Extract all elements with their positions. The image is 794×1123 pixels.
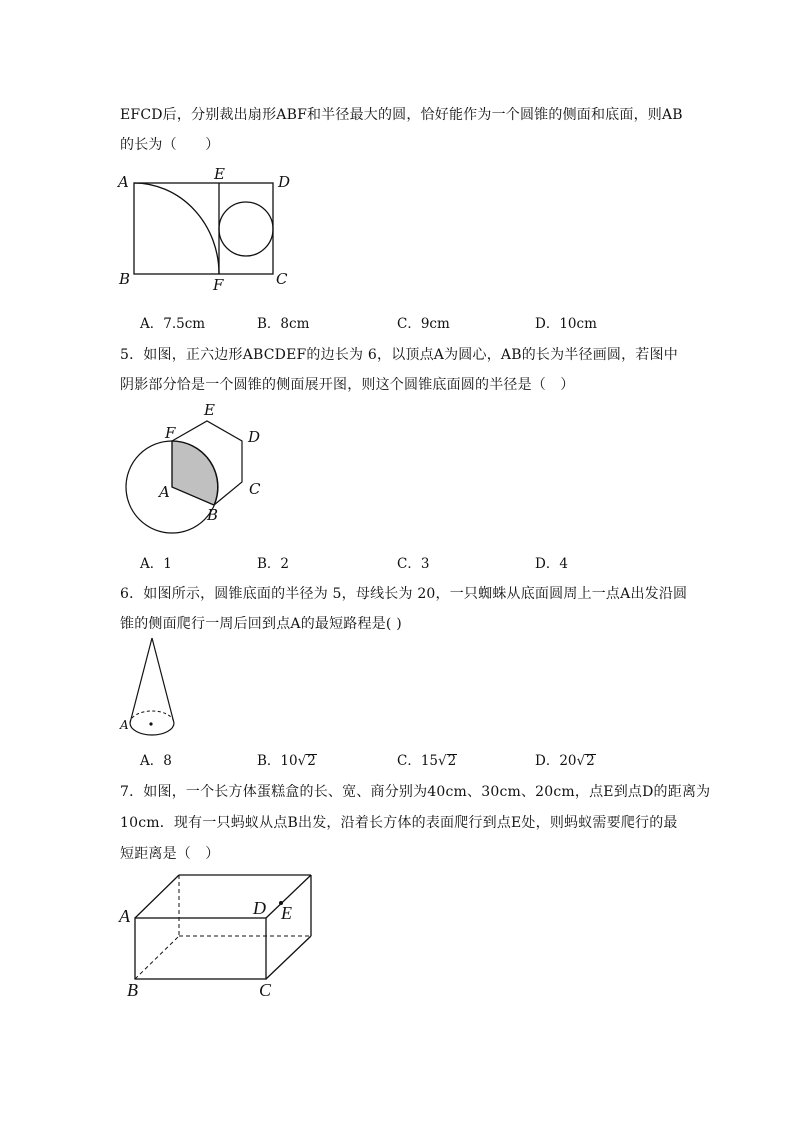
q4-text-line1: EFCD后，分别裁出扇形ABF和半径最大的圆，恰好能作为一个圆锥的侧面和底面，则AB xyxy=(120,107,683,123)
option-radicand: 2 xyxy=(586,753,595,769)
option-radicand: 2 xyxy=(307,753,316,769)
base-center-point xyxy=(149,722,152,725)
edge-top-left xyxy=(135,875,179,918)
q7-text-line2: 10cm．现有一只蚂蚁从点B出发，沿着长方体的表面爬行到点E处，则蚂蚁需要爬行的最 xyxy=(120,815,678,831)
q6-text-line2: 锥的侧面爬行一周后回到点A的最短路程是( ) xyxy=(120,616,402,632)
q5-text-line2: 阴影部分恰是一个圆锥的侧面展开图，则这个圆锥底面圆的半径是（ ） xyxy=(120,377,575,393)
option-radicand: 2 xyxy=(447,753,457,769)
q4-option-a[interactable]: A．7.5cm xyxy=(140,316,206,332)
q6-option-d[interactable] xyxy=(535,749,596,769)
q6-option-a[interactable] xyxy=(140,749,172,769)
q5-text-line1: 5．如图，正六边形ABCDEF的边长为 6，以顶点A为圆心，AB的长为半径画圆，若图中 xyxy=(120,347,678,363)
sector-arc-abf xyxy=(134,183,219,274)
label-a: A xyxy=(120,718,129,732)
option-letter: D． xyxy=(535,753,560,769)
q5-option-a[interactable]: A．1 xyxy=(140,556,172,572)
label-a: A xyxy=(159,483,170,501)
q5-figure xyxy=(118,400,278,540)
hidden-edge-bottom-left xyxy=(135,936,179,979)
option-letter: C． xyxy=(397,753,421,769)
q4-text-line2: 的长为（ ） xyxy=(120,137,220,153)
label-e: E xyxy=(281,903,292,923)
front-face xyxy=(135,918,266,979)
sqrt-icon: √ xyxy=(438,753,447,769)
q6-figure xyxy=(118,634,198,744)
q6-text-line1: 6．如图所示，圆锥底面的半径为 5，母线长为 20，一只蜘蛛从底面圆周上一点A出发沿圆 xyxy=(120,586,688,602)
option-value: 8 xyxy=(163,753,172,769)
shaded-sector xyxy=(172,441,218,505)
rectangle-abcd xyxy=(134,183,273,274)
q4-option-c[interactable]: C．9cm xyxy=(397,316,450,332)
label-a: A xyxy=(119,906,130,926)
q6-option-c[interactable] xyxy=(397,749,457,769)
edge-bottom-right xyxy=(266,936,311,979)
label-b: B xyxy=(127,980,138,1000)
label-c: C xyxy=(276,270,288,288)
label-e: E xyxy=(214,165,225,183)
label-e: E xyxy=(204,401,215,419)
q4-figure xyxy=(118,165,318,298)
label-c: C xyxy=(249,480,261,498)
label-f: F xyxy=(165,424,176,442)
label-f: F xyxy=(213,276,224,294)
cone-right-edge xyxy=(152,638,174,723)
q6-option-b[interactable] xyxy=(257,749,317,769)
sqrt-icon: √ xyxy=(576,753,586,769)
label-d: D xyxy=(253,898,266,918)
option-coef: 20 xyxy=(559,753,577,769)
label-b: B xyxy=(119,270,131,288)
q5-option-d[interactable]: D．4 xyxy=(535,556,568,572)
inscribed-circle xyxy=(219,202,273,256)
cone-left-edge xyxy=(130,638,152,723)
option-coef: 10 xyxy=(280,753,298,769)
option-coef: 15 xyxy=(420,753,439,769)
option-letter: A． xyxy=(140,753,164,769)
q7-figure xyxy=(118,868,328,998)
q4-option-b[interactable]: B．8cm xyxy=(257,316,310,332)
cone-base-back xyxy=(130,711,174,723)
label-c: C xyxy=(259,980,272,1000)
label-b: B xyxy=(207,506,219,524)
q5-option-c[interactable]: C．3 xyxy=(397,556,430,572)
option-letter: B． xyxy=(257,753,281,769)
label-d: D xyxy=(248,428,261,446)
label-d: D xyxy=(278,173,291,191)
q4-option-d[interactable]: D．10cm xyxy=(535,316,597,332)
sqrt-icon: √ xyxy=(297,753,307,769)
q7-text-line1: 7．如图，一个长方体蛋糕盒的长、宽、商分别为40cm、30cm、20cm，点E到点D的距离为 xyxy=(120,784,711,800)
label-a: A xyxy=(118,173,129,191)
q5-option-b[interactable]: B．2 xyxy=(257,556,290,572)
q7-text-line3: 短距离是（ ） xyxy=(120,846,220,862)
